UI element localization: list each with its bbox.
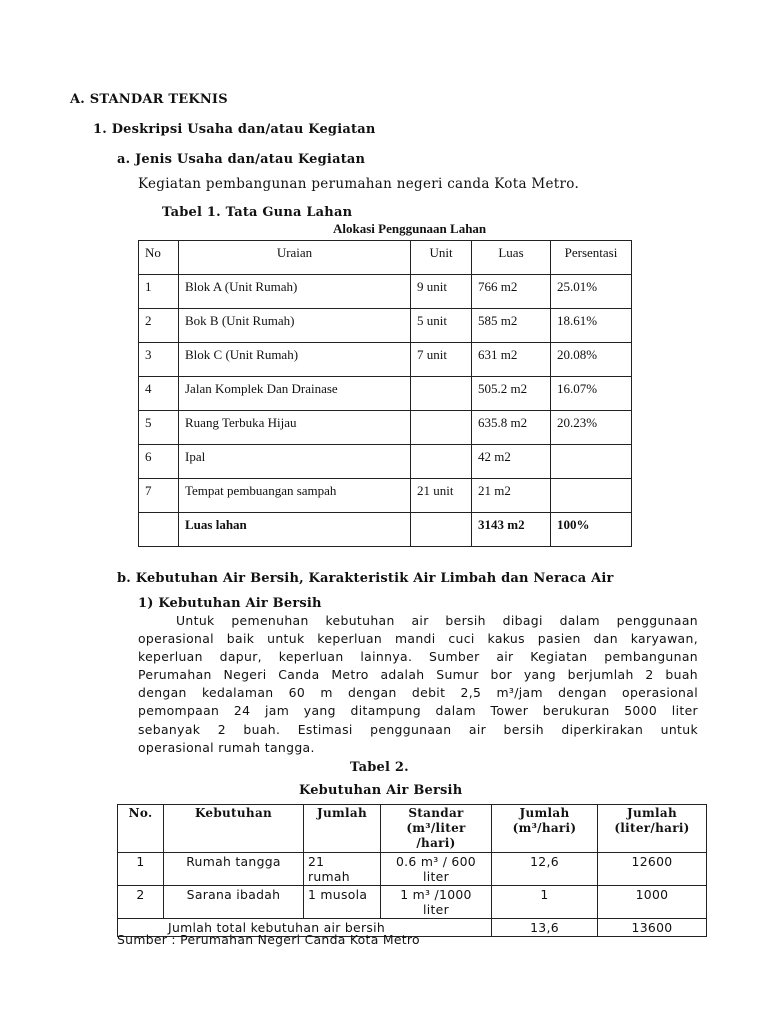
table-row (139, 275, 632, 309)
cell-total-label: Luas lahan (179, 513, 411, 547)
cell-uraian: Ruang Terbuka Hijau (179, 411, 411, 445)
cell-unit (411, 445, 472, 479)
header-luas: Luas (472, 241, 551, 275)
section-heading-a: A. STANDAR TEKNIS (70, 92, 228, 107)
table2-title: Tabel 2. (350, 760, 409, 775)
cell-uraian: Blok A (Unit Rumah) (179, 275, 411, 309)
cell-persentasi: 16.07% (551, 377, 632, 411)
cell-total-m3: 13,6 (492, 919, 598, 937)
clean-water-table (117, 804, 707, 937)
cell-jumlah: 21 rumah (304, 853, 381, 886)
subsection-heading-b1: 1) Kebutuhan Air Bersih (138, 596, 322, 611)
cell-total-liter: 13600 (598, 919, 707, 937)
cell-persentasi: 18.61% (551, 309, 632, 343)
table-row (139, 411, 632, 445)
header-jumlah-liter: Jumlah (liter/hari) (598, 805, 707, 853)
header-unit: Unit (411, 241, 472, 275)
cell-unit (411, 411, 472, 445)
table1-title: Tabel 1. Tata Guna Lahan (162, 205, 353, 220)
cell-uraian: Tempat pembuangan sampah (179, 479, 411, 513)
cell-kebutuhan: Rumah tangga (164, 853, 304, 886)
cell-uraian: Jalan Komplek Dan Drainase (179, 377, 411, 411)
cell-liter: 1000 (598, 886, 707, 919)
cell-unit: 5 unit (411, 309, 472, 343)
cell-standar: 1 m³ /1000 liter (381, 886, 492, 919)
table2-subtitle: Kebutuhan Air Bersih (299, 783, 463, 798)
cell-no: 2 (139, 309, 179, 343)
cell-liter: 12600 (598, 853, 707, 886)
header-no: No. (118, 805, 164, 853)
cell-unit (411, 513, 472, 547)
cell-m3: 12,6 (492, 853, 598, 886)
intro-text: Kegiatan pembangunan perumahan negeri canda Kota Metro. (138, 176, 580, 192)
cell-unit: 7 unit (411, 343, 472, 377)
land-use-table (138, 240, 632, 547)
header-no: No (139, 241, 179, 275)
cell-unit (411, 377, 472, 411)
cell-persentasi: 20.23% (551, 411, 632, 445)
cell-no: 4 (139, 377, 179, 411)
cell-luas: 21 m2 (472, 479, 551, 513)
header-uraian: Uraian (179, 241, 411, 275)
header-persentasi: Persentasi (551, 241, 632, 275)
cell-uraian: Blok C (Unit Rumah) (179, 343, 411, 377)
subsection-heading-b: b. Kebutuhan Air Bersih, Karakteristik Air Limbah dan Neraca Air (117, 571, 614, 586)
cell-uraian: Bok B (Unit Rumah) (179, 309, 411, 343)
cell-luas: 766 m2 (472, 275, 551, 309)
cell-no: 3 (139, 343, 179, 377)
cell-no: 7 (139, 479, 179, 513)
paragraph-line: pemompaan 24 jam yang ditampung dalam Tower berukuran 5000 liter (138, 703, 698, 719)
cell-luas: 505.2 m2 (472, 377, 551, 411)
cell-luas: 631 m2 (472, 343, 551, 377)
cell-luas: 42 m2 (472, 445, 551, 479)
paragraph-line: Perumahan Negeri Canda Metro adalah Sumur bor yang berjumlah 2 buah (138, 667, 698, 683)
cell-luas: 635.8 m2 (472, 411, 551, 445)
cell-uraian: Ipal (179, 445, 411, 479)
cell-no (139, 513, 179, 547)
subsection-heading-1: 1. Deskripsi Usaha dan/atau Kegiatan (93, 122, 376, 137)
cell-persentasi: 20.08% (551, 343, 632, 377)
cell-jumlah: 1 musola (304, 886, 381, 919)
paragraph-line: Untuk pemenuhan kebutuhan air bersih dibagi dalam penggunaan (176, 613, 698, 628)
header-standar: Standar (m³/liter /hari) (381, 805, 492, 853)
cell-no: 1 (118, 853, 164, 886)
paragraph-line: dengan kedalaman 60 m dengan debit 2,5 m³/jam dengan operasional (138, 685, 698, 701)
cell-unit: 9 unit (411, 275, 472, 309)
cell-persentasi: 25.01% (551, 275, 632, 309)
cell-kebutuhan: Sarana ibadah (164, 886, 304, 919)
table-row (139, 445, 632, 479)
cell-no: 5 (139, 411, 179, 445)
table-row (139, 479, 632, 513)
paragraph-line: operasional rumah tangga. (138, 739, 315, 755)
paragraph-line: keperluan dapur, keperluan lainnya. Sumber air Kegiatan pembangunan (138, 649, 698, 665)
cell-standar: 0.6 m³ / 600 liter (381, 853, 492, 886)
cell-total-luas: 3143 m2 (472, 513, 551, 547)
table1-subtitle: Alokasi Penggunaan Lahan (333, 221, 487, 236)
cell-unit: 21 unit (411, 479, 472, 513)
paragraph-line: sebanyak 2 buah. Estimasi penggunaan air bersih diperkirakan untuk (138, 721, 698, 737)
table-header-row (118, 805, 707, 853)
cell-luas: 585 m2 (472, 309, 551, 343)
paragraph-line: operasional baik untuk keperluan mandi cuci kakus pasien dan karyawan, (138, 631, 698, 647)
cell-total-label: Jumlah total kebutuhan air bersih (118, 919, 492, 937)
water-needs-paragraph (138, 612, 698, 757)
header-jumlah: Jumlah (304, 805, 381, 853)
table-row (139, 309, 632, 343)
subsection-heading-a: a. Jenis Usaha dan/atau Kegiatan (117, 152, 366, 167)
table-total-row (139, 513, 632, 547)
cell-m3: 1 (492, 886, 598, 919)
header-kebutuhan: Kebutuhan (164, 805, 304, 853)
header-jumlah-m3: Jumlah (m³/hari) (492, 805, 598, 853)
cell-persentasi (551, 445, 632, 479)
cell-no: 6 (139, 445, 179, 479)
cell-no: 1 (139, 275, 179, 309)
cell-total-persentasi: 100% (551, 513, 632, 547)
table2-source: Sumber : Perumahan Negeri Canda Kota Metro (117, 932, 420, 947)
table-row (118, 853, 707, 886)
table-header-row (139, 241, 632, 275)
table-row (139, 377, 632, 411)
table-row (118, 886, 707, 919)
cell-persentasi (551, 479, 632, 513)
table-row (139, 343, 632, 377)
cell-no: 2 (118, 886, 164, 919)
